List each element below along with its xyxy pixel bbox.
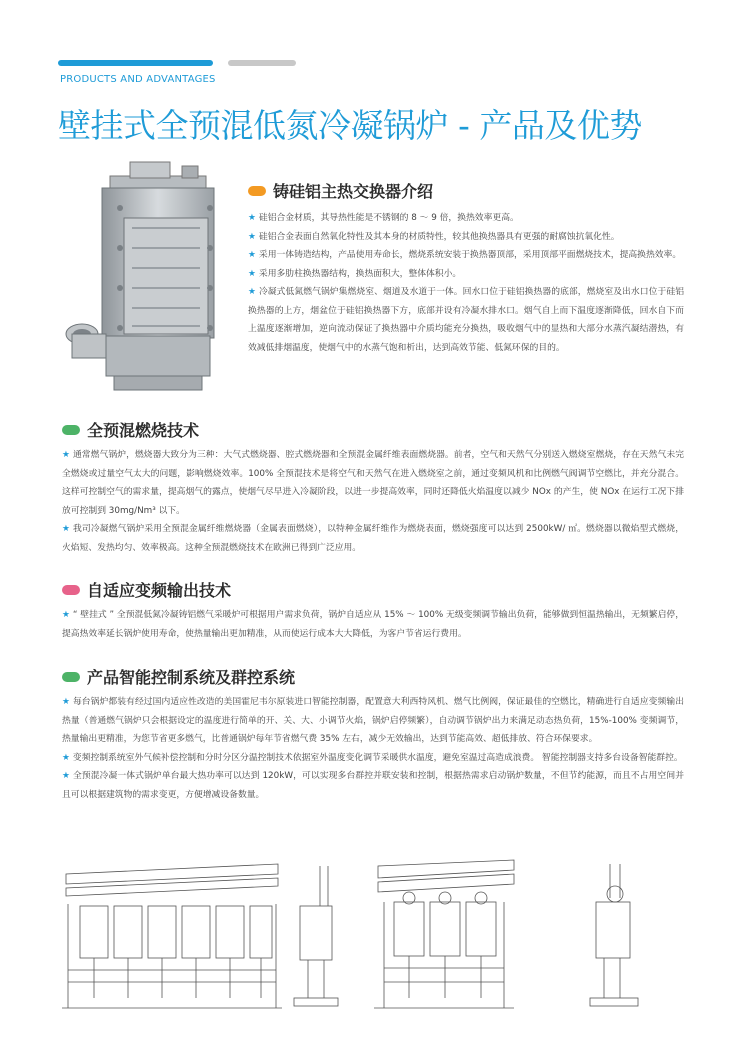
list-item: ★ 采用一体铸造结构，产品使用寿命长，燃烧系统安装于换热器顶部，采用顶部平面燃烧技术，提高换热效率。 [248, 250, 682, 260]
front-view-three-boilers [374, 860, 514, 1008]
list-item: ★ 变频控制系统室外气候补偿控制和分时分区分温控制技术依据室外温度变化调节采暖供水温度，避免室温过高造成浪费。 智能控制器支持多台设备智能群控。 [62, 752, 683, 763]
installation-drawings [58, 858, 688, 1020]
list-item: ★ 我司冷凝燃气锅炉采用全预混金属纤维燃烧器（金属表面燃烧），以特种金属纤维作为燃烧表面，燃烧强度可以达到 2500kW/ ㎡。燃烧器以微焰型式燃烧，火焰短、发热均匀、效率极高。这种全预混燃烧技术在欧洲已得到广泛应用。 [62, 524, 685, 553]
list-item: ★ “ 壁挂式 ” 全预混低氮冷凝铸铝燃气采暖炉可根据用户需求负荷，锅炉自适应从 15% ～ 100% 无级变频调节输出负荷，能够做到恒温热输出，无频繁启停，提高热效率延长锅炉使用寿命，使热量输出更加精准，从而使运行成本大大降低，为客户节省运行费用。 [62, 610, 684, 639]
list-item: ★ 硅铝合金材质，其导热性能是不锈钢的 8 ～ 9 倍，换热效率更高。 [248, 213, 519, 223]
section-heading-heat-exchanger: 铸硅铝主热交换器介绍 [248, 179, 433, 202]
star-icon: ★ [62, 610, 70, 620]
green-pill-icon [62, 672, 80, 682]
star-icon: ★ [62, 450, 70, 460]
list-item: ★ 通常燃气锅炉，燃烧器大致分为三种：大气式燃烧器、腔式燃烧器和全预混金属纤维表面燃烧器。前者，空气和天然气分别送入燃烧室燃烧，存在天然气未完全燃烧或过量空气太大的问题，影响燃烧效率。100% 全预混技术是将空气和天然气在进入燃烧室之前，通过变频风机和比例燃气阀调节空燃比，并充分混合。这样可控制空气的需求量，提高烟气的露点，使烟气尽早进入冷凝阶段，以进一步提高效率，同时还降低火焰温度以减少 NOx 的产生，使 NOx 在运行工况下排放可控制到 30mg/Nm³ 以下。 [62, 450, 684, 516]
star-icon: ★ [62, 752, 70, 763]
green-pill-icon [62, 425, 80, 435]
star-icon: ★ [248, 250, 256, 260]
list-item: ★ 采用多肋柱换热器结构，换热面积大，整体体积小。 [248, 268, 462, 279]
list-item: ★ 每台锅炉都装有经过国内适应性改造的美国霍尼韦尔原装进口智能控制器，配置意大利西特风机、燃气比例阀，保证最佳的空燃比，精确进行自适应变频输出热量（普通燃气锅炉只会根据设定的温度进行简单的开、关、大、小调节火焰，锅炉启停频繁），自动调节锅炉出力来满足动态热负荷，15%-100% 变频调节，热量输出更精准，为您节省更多燃气，比普通锅炉每年节省燃气费 35% 左右，减少无效输出，达到节能高效、超低排放、符合环保要求。 [62, 697, 684, 744]
section-heat-exchanger-text [248, 209, 684, 357]
star-icon: ★ [62, 771, 70, 781]
section-heading-control: 产品智能控制系统及群控系统 [62, 665, 295, 688]
star-icon: ★ [248, 287, 256, 297]
list-item: ★ 冷凝式低氮燃气锅炉集燃烧室、烟道及水道于一体。回水口位于硅铝换热器的底部，燃烧室及出水口位于硅铝换热器的上方，烟盆位于硅铝换热器下方，底部并设有冷凝水排水口。烟气自上而下温度逐渐降低，回水自下而上温度逐渐增加，逆向流动保证了换热器中介质均能充分换热，吸收烟气中的显热和大部分水蒸汽凝结潜热，有效减低排烟温度，使烟气中的水蒸气饱和析出，达到高效节能、低氮环保的目的。 [248, 287, 684, 353]
heat-exchanger-image [62, 158, 240, 398]
section-heading-adaptive: 自适应变频输出技术 [62, 578, 231, 601]
list-item: ★ 全预混冷凝一体式锅炉单台最大热功率可以达到 120kW，可以实现多台群控并联安装和控制，根据热需求启动锅炉数量，不但节约能源，而且不占用空间并且可以根据建筑物的需求变更，方便增减设备数量。 [62, 771, 684, 800]
pink-pill-icon [62, 585, 80, 595]
section-kicker: PRODUCTS AND ADVANTAGES [60, 74, 216, 85]
page-title: 壁挂式全预混低氮冷凝锅炉 - 产品及优势 [58, 106, 642, 145]
front-view-six-boilers [62, 864, 282, 1008]
section-premix-text [62, 446, 684, 557]
section-heading-premix: 全预混燃烧技术 [62, 418, 199, 441]
star-icon: ★ [248, 213, 256, 223]
star-icon: ★ [248, 268, 256, 279]
side-view-2 [590, 864, 638, 1006]
star-icon: ★ [62, 524, 71, 534]
star-icon: ★ [248, 231, 256, 242]
section-adaptive-text [62, 606, 684, 643]
list-item: ★ 硅铝合金表面自然氧化特性及其本身的材质特性，较其他换热器具有更强的耐腐蚀抗氧化性。 [248, 231, 620, 242]
side-view-1 [294, 866, 338, 1006]
header-secondary-bar [228, 60, 296, 66]
star-icon: ★ [62, 697, 70, 707]
section-control-text [62, 693, 684, 804]
header-accent-bar [58, 60, 213, 66]
orange-pill-icon [248, 186, 266, 196]
